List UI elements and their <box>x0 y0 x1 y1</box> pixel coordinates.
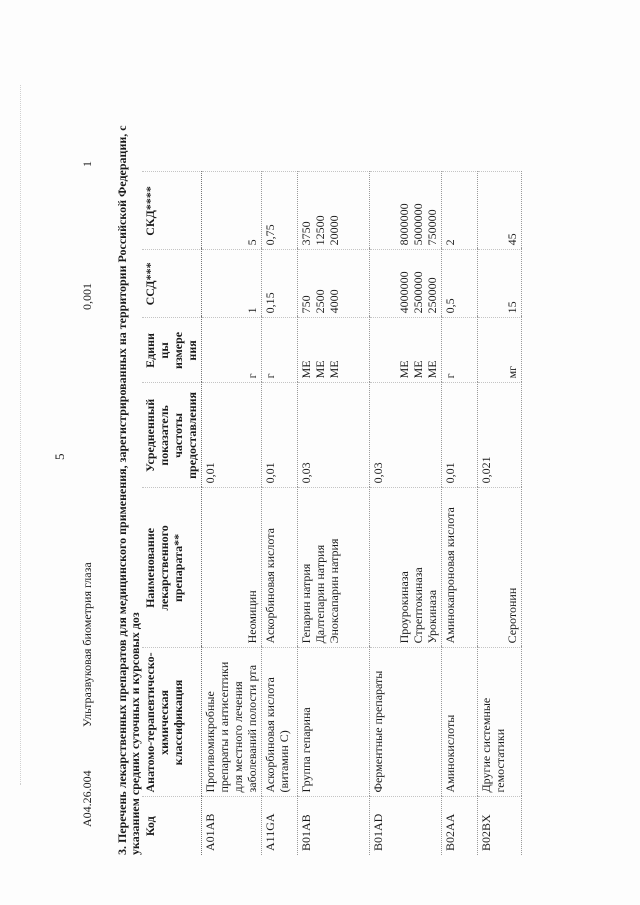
cell-daily-dose: 0,15 <box>262 250 298 318</box>
cell-code: A11GA <box>262 797 298 855</box>
cell-daily-dose: 15 <box>478 250 522 318</box>
cell-course-dose: 2 <box>442 172 478 250</box>
cell-classification: Другие системные гемостатики <box>478 648 522 797</box>
table-row <box>478 172 522 855</box>
cell-unit: г <box>442 318 478 383</box>
table-header-row <box>142 172 202 855</box>
cell-drug: Серотонин <box>478 488 522 648</box>
cell-unit: МЕ МЕ МЕ <box>298 318 370 383</box>
cell-drug: Аминокапроновая кислота <box>442 488 478 648</box>
cell-unit: мг <box>478 318 522 383</box>
cell-classification: Противомикробные препараты и антисептики для местного лечения заболеваний полости рта <box>202 648 262 797</box>
drug-table <box>142 171 522 855</box>
cell-frequency: 0,01 <box>442 383 478 488</box>
cell-frequency: 0,01 <box>262 383 298 488</box>
cell-code: A01AB <box>202 797 262 855</box>
header-frequency: Усредненный показатель частоты предоставления <box>142 383 202 488</box>
cell-drug: Аскорбиновая кислота <box>262 488 298 648</box>
cell-course-dose: 5 <box>202 172 262 250</box>
page-number: 5 <box>52 453 67 460</box>
cell-classification: Ферментные препараты <box>370 648 442 797</box>
header-atc-classification: Анатомо-терапевтическо- химическая классификация <box>142 648 202 797</box>
table-row <box>202 172 262 855</box>
cell-unit: г <box>202 318 262 383</box>
cell-classification: Группа гепарина <box>298 648 370 797</box>
cell-frequency: 0,01 <box>202 383 262 488</box>
service-frequency: 0,001 <box>80 283 94 310</box>
cell-frequency: 0,021 <box>478 383 522 488</box>
cell-code: B01AB <box>298 797 370 855</box>
cell-code: B02BX <box>478 797 522 855</box>
cell-classification: Аскорбиновая кислота (витамин C) <box>262 648 298 797</box>
cell-unit: г <box>262 318 298 383</box>
service-code: A04.26.004 <box>80 770 94 827</box>
scan-edge-line <box>20 85 21 785</box>
service-count: 1 <box>80 161 94 167</box>
table-row <box>298 172 370 855</box>
cell-classification: Аминокислоты <box>442 648 478 797</box>
cell-code: B01AD <box>370 797 442 855</box>
cell-code: B02AA <box>442 797 478 855</box>
header-daily-dose: ССД*** <box>142 250 202 318</box>
cell-course-dose: 8000000 5000000 750000 <box>370 172 442 250</box>
header-course-dose: СКД**** <box>142 172 202 250</box>
cell-course-dose: 3750 12500 20000 <box>298 172 370 250</box>
header-unit: Едини цы измере ния <box>142 318 202 383</box>
cell-daily-dose: 4000000 2500000 250000 <box>370 250 442 318</box>
cell-course-dose: 0,75 <box>262 172 298 250</box>
cell-daily-dose: 1 <box>202 250 262 318</box>
header-drug-name: Наименование лекарственного препарата** <box>142 488 202 648</box>
service-name: Ультразвуковая биометрия глаза <box>80 562 94 727</box>
table-row <box>262 172 298 855</box>
cell-daily-dose: 0,5 <box>442 250 478 318</box>
cell-drug: Неомицин <box>202 488 262 648</box>
cell-drug: Проурокиназа Стрептокиназа Урокиназа <box>370 488 442 648</box>
section-title: 3. Перечень лекарственных препаратов для медицинского применения, зарегистрированных на территории Российской Федерации, с указанием средних суточных и курсовых доз <box>115 125 142 855</box>
cell-unit: МЕ МЕ МЕ <box>370 318 442 383</box>
table-row <box>442 172 478 855</box>
table-row <box>370 172 442 855</box>
cell-drug: Гепарин натрия Далтепарин натрия Эноксапарин натрия <box>298 488 370 648</box>
cell-frequency: 0,03 <box>298 383 370 488</box>
header-code: Код <box>142 797 202 855</box>
cell-daily-dose: 750 2500 4000 <box>298 250 370 318</box>
cell-frequency: 0,03 <box>370 383 442 488</box>
cell-course-dose: 45 <box>478 172 522 250</box>
